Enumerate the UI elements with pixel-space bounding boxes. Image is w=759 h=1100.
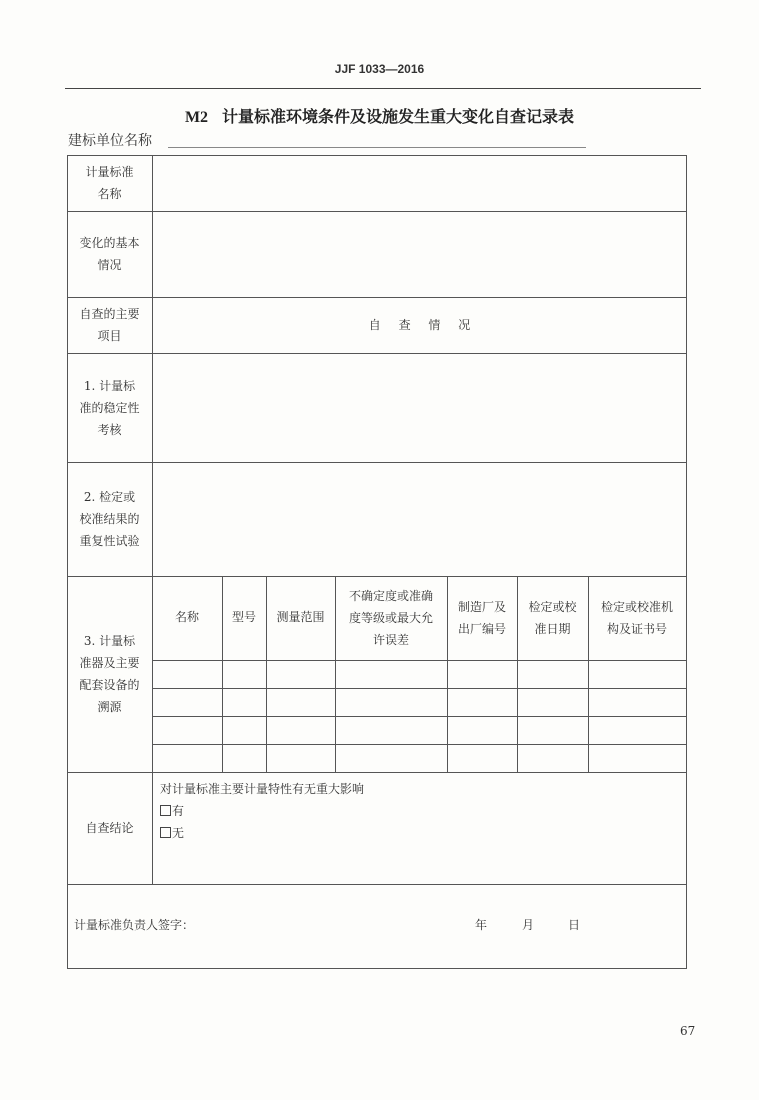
label-standard-name: 计量标准名称 bbox=[85, 165, 134, 201]
conclusion-block bbox=[160, 778, 364, 844]
checkbox-icon[interactable] bbox=[160, 827, 171, 838]
col-header-model: 型号 bbox=[231, 610, 256, 624]
col-header-uncertainty: 不确定度或准确度等级或最大允许误差 bbox=[348, 589, 433, 647]
label-change-basic: 变化的基本情况 bbox=[79, 236, 140, 272]
option-yes[interactable]: 有 bbox=[160, 800, 364, 822]
signature-year: 年 bbox=[475, 918, 488, 932]
checkbox-icon[interactable] bbox=[160, 805, 171, 816]
col-header-manufacturer: 制造厂及出厂编号 bbox=[457, 600, 506, 636]
item2-field[interactable] bbox=[153, 462, 686, 576]
label-main-items: 自查的主要项目 bbox=[79, 307, 140, 343]
page-number: 67 bbox=[680, 1024, 696, 1038]
signature-month: 月 bbox=[522, 918, 535, 932]
change-basic-field[interactable] bbox=[153, 211, 686, 297]
standard-name-field[interactable] bbox=[153, 155, 686, 211]
document-code: JJF 1033—2016 bbox=[334, 62, 425, 76]
signature-day: 日 bbox=[568, 918, 581, 932]
title-text: 计量标准环境条件及设施发生重大变化自查记录表 bbox=[222, 107, 575, 126]
unit-label: 建标单位名称 bbox=[68, 133, 152, 149]
signature-label: 计量标准负责人签字： bbox=[74, 918, 195, 932]
conclusion-question: 对计量标准主要计量特性有无重大影响 bbox=[160, 782, 365, 796]
col-header-range: 测量范围 bbox=[276, 610, 325, 624]
col-header-date: 检定或校准日期 bbox=[528, 600, 577, 636]
option-no[interactable]: 无 bbox=[160, 822, 364, 844]
label-item3: 3. 计量标准器及主要配套设备的溯源 bbox=[79, 634, 140, 714]
col-header-name: 名称 bbox=[174, 610, 199, 624]
label-item1: 1. 计量标准的稳定性考核 bbox=[79, 378, 140, 437]
col-header-institution: 检定或校准机构及证书号 bbox=[600, 600, 673, 636]
label-item2: 2. 检定或校准结果的重复性试验 bbox=[79, 490, 140, 548]
label-check-status: 自 查 情 况 bbox=[368, 318, 471, 332]
header-rule bbox=[65, 88, 701, 89]
unit-name-field[interactable] bbox=[168, 147, 586, 148]
item1-field[interactable] bbox=[153, 353, 686, 462]
label-conclusion: 自查结论 bbox=[85, 821, 134, 835]
page-title bbox=[0, 104, 759, 127]
title-number: M2 bbox=[184, 109, 209, 126]
